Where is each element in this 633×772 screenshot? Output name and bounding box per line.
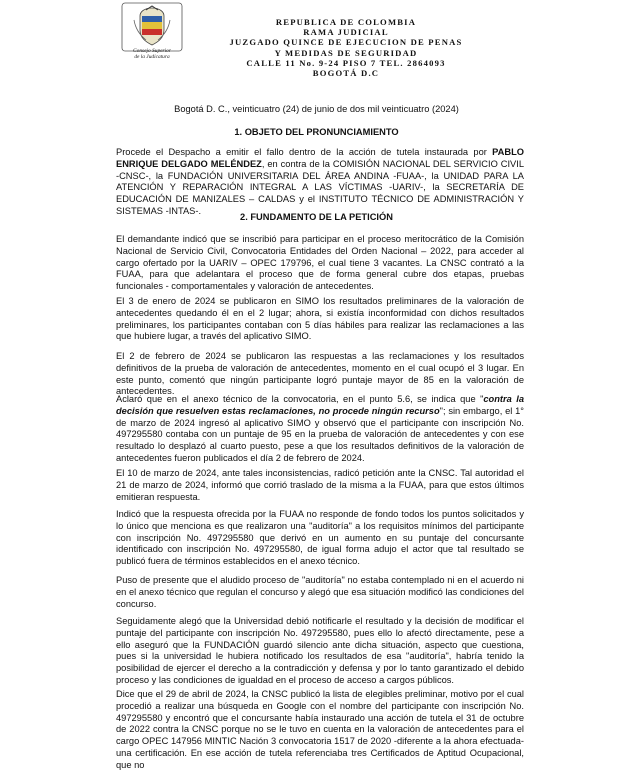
seal-caption (112, 48, 192, 60)
seal-caption-line-2: de la Judicatura (134, 54, 170, 60)
paragraph-9: Dice que el 29 de abril de 2024, la CNSC publicó la lista de elegibles preliminar, motivo por el cual procedió a realizar una búsqueda en Google con el nombre del participante con inscripción No. 497295580 y encontró que el concursante había instaurado una acción de tutela el 31 de octubre de 2022 contra la CNSC porque no se le tuvo en cuenta en la valoración de antecedentes para el cargo OPEC 147956 MINTIC Nación 3 convocatoria 1517 de 2020 -diferente a la ahora efectuada- una certificación. En ese acción de tutela referenciaba tres Certificados de Aptitud Ocupacional, que no (116, 689, 524, 770)
paragraph-6: Indicó que la respuesta ofrecida por la FUAA no responde de fondo todos los puntos solicitados y lo único que menciona es que realizaron una "auditoría" a los requisitos mínimos del participante con inscripción No. 497295580 que derivó en un aumento en su puntaje del concursante identificado con inscripción No. 497295580, de igual forma adujo el actor que tal resultado se publicó fuera de términos establecidos en el anexo técnico. (116, 509, 524, 567)
paragraph-8: Seguidamente alegó que la Universidad debió notificarle el resultado y la decisión de modificar el puntaje del participante con inscripción No. 497295580, pues ello lo afectó directamente, pese a ello aseguró que la FUNDACIÓN guardó silencio ante dicha situación, aspecto que cuestiona, pues si la universidad le hubiera notificado los resultados de esa "auditoría", habría tenido la posibilidad de ejercer el derecho a la contradicción y defensa y por lo tanto garantizado el debido proceso y las condiciones de igualdad en el proceso de acceso a cargos públicos. (116, 616, 524, 685)
section-2-heading: 2. FUNDAMENTO DE LA PETICIÓN (240, 212, 393, 222)
text-run: Procede el Despacho a emitir el fallo dentro de la acción de tutela instaurada por (116, 147, 493, 157)
letterhead-line-2: RAMA JUDICIAL (303, 27, 389, 38)
letterhead-line-1: REPUBLICA DE COLOMBIA (275, 17, 417, 27)
paragraph-3: El 2 de febrero de 2024 se publicaron las respuestas a las reclamaciones y los resultados definitivos de la prueba de valoración de antecedentes, momento en el cual ocupó el 3 lugar. En este punto, comentó que ningún participante logró puntaje mayor de 85 en la valoración de antecedentes. (116, 351, 524, 397)
paragraph-4 (116, 394, 524, 465)
plaintiff-name: PABLO ENRIQUE DELGADO MELÉNDEZ (116, 147, 524, 169)
court-letterhead (196, 17, 496, 78)
paragraph-2: El 3 de enero de 2024 se publicaron en SIMO los resultados preliminares de la valoración de antecedentes quedando él en el 2 lugar; ahora, si existía inconformidad con dichos resultados preliminares, los participantes contaban con 5 días hábiles para realizar las reclamaciones a las que hubiere lugar, a través del aplicativo SIMO. (116, 296, 524, 342)
section-1-paragraph (116, 147, 524, 218)
paragraph-5: El 10 de marzo de 2024, ante tales inconsistencias, radicó petición ante la CNSC. Tal autoridad el 21 de marzo de 2024, informó que corrió traslado de la misma a la FUAA, para que estos últimos emitieran respuesta. (116, 468, 524, 502)
text-run: Aclaró que en el anexo técnico de la convocatoria, en el punto 5.6, se indica que " (116, 394, 484, 404)
letterhead-line-3: JUZGADO QUINCE DE EJECUCION DE PENAS (229, 37, 463, 48)
paragraph-7: Puso de presente que el aludido proceso de "auditoría" no estaba contemplado ni en el acuerdo ni en el anexo técnico que regulan el concurso y alegó que esa situación modificó las condiciones del concurso. (116, 575, 524, 609)
section-1-heading: 1. OBJETO DEL PRONUNCIAMIENTO (234, 127, 399, 137)
seal-caption-line-1: Consejo Superior (133, 48, 171, 54)
text-run: "; sin embargo, el 1° de marzo de 2024 ingresó al aplicativo SIMO y observó que el participante con inscripción No. 497295580 contaba con un puntaje de 95 en la prueba de valoración de antecedentes y con ese resultado lo desplazó al cuarto puesto, pese a que los resultados definitivos de la valoración de antecedentes fueron publicados el día 2 de febrero de 2024. (116, 405, 525, 463)
paragraph-1: El demandante indicó que se inscribió para participar en el proceso meritocrático de la Comisión Nacional de Servicio Civil, Convocatoria Entidades del Orden Nacional – 2022, para acceder al cargo ofertado por la UARIV – OPEC 179796, el cual tiene 3 vacantes. La CNSC contrató a la FUAA, para que adelantara el proceso que de forma general cubre dos etapas, pruebas funcionales - comportamentales y valoración de antecedentes. (116, 234, 524, 292)
text-run: , en contra de la COMISIÓN NACIONAL DEL SERVICIO CIVIL -CNSC-, la FUNDACIÓN UNIVERSITARIA DEL ÁREA ANDINA -FUAA-, la UNIDAD PARA LA ATENCIÓN Y REPARACIÓN INTEGRAL A LAS VÍCTIMAS -UARIV-, la SECRETARÍA DE EDUCACIÓN DE MANIZALES – CALDAS y el INSTITUTO TÉCNICO DE ADMINISTRACIÓN Y SISTEMAS -INTAS-. (116, 158, 524, 216)
quoted-text: contra la decisión que resuelven estas reclamaciones, no procede ningún recurso (116, 394, 524, 416)
date-line: Bogotá D. C., veinticuatro (24) de junio de dos mil veinticuatro (2024) (174, 104, 459, 114)
letterhead-line-4: Y MEDIDAS DE SEGURIDAD (274, 47, 418, 58)
coat-of-arms-seal-icon (116, 2, 188, 54)
letterhead-line-6: BOGOTÁ D.C (312, 68, 380, 79)
letterhead-line-5: CALLE 11 No. 9-24 PISO 7 TEL. 2864093 (246, 57, 446, 68)
